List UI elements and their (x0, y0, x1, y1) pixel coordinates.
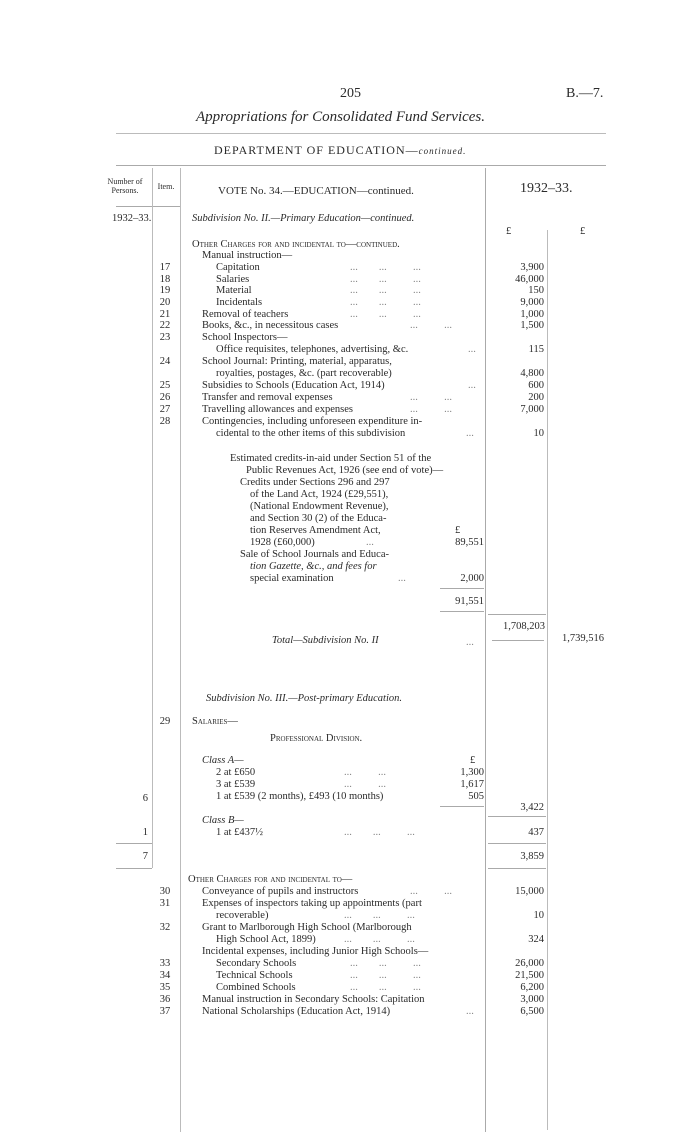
salaries-item: 29 (159, 716, 171, 727)
row-amount: 200 (528, 392, 544, 403)
credits-currency: £ (455, 525, 461, 536)
class-a-row: 1 at £539 (2 months), £493 (10 months) (216, 791, 384, 802)
row-item: 34 (159, 970, 171, 981)
row-label: Contingencies, including unforeseen expenditure in- (202, 416, 423, 427)
row-label: National Scholarships (Education Act, 1914) (202, 1006, 391, 1017)
credits-line: Public Revenues Act, 1926 (see end of vote)— (246, 465, 444, 476)
credits-line: special examination (250, 573, 334, 584)
row-item: 26 (159, 392, 171, 403)
amount-column-rule (485, 168, 486, 1132)
credits-total-amount: 91,551 (455, 596, 484, 607)
class-b-label: Class B— (202, 815, 244, 826)
row-amount: 21,500 (515, 970, 544, 981)
row-amount: 1,000 (520, 309, 544, 320)
header-top-rule (116, 165, 606, 166)
manual-instruction-label: Manual instruction— (202, 250, 293, 261)
credits-line: Sale of School Journals and Educa- (240, 549, 390, 560)
row-amount: 150 (528, 285, 544, 296)
other-charges-three-heading: Other Charges for and incidental to— (188, 874, 353, 885)
row-label: Grant to Marlborough High School (Marlborough (202, 922, 412, 933)
class-a-row-amount: 1,617 (460, 779, 484, 790)
row-amount: 324 (528, 934, 544, 945)
subdivision-three-heading: Subdivision No. III.—Post-primary Education. (206, 693, 402, 704)
row-item: 32 (159, 922, 171, 933)
salaries-sum-rule (488, 843, 546, 844)
credits-sum-rule (440, 588, 484, 589)
professional-division-heading: Professional Division. (270, 733, 363, 744)
row-label: School Inspectors— (202, 332, 288, 343)
salaries-total-amount: 3,859 (520, 851, 544, 862)
class-a-row: 3 at £539 (216, 779, 256, 790)
currency-symbol-col2: £ (580, 226, 586, 237)
row-amount: 1,500 (520, 320, 544, 331)
row-label: Secondary Schools (216, 958, 297, 969)
class-a-currency: £ (470, 755, 476, 766)
class-a-row-amount: 1,300 (460, 767, 484, 778)
row-item: 25 (159, 380, 171, 391)
credits-line: tion Reserves Amendment Act, (250, 525, 381, 536)
row-item: 21 (159, 309, 171, 320)
row-item: 30 (159, 886, 171, 897)
row-item: 23 (159, 332, 171, 343)
class-a-total-rule (488, 816, 546, 817)
class-b-persons: 1 (142, 827, 148, 838)
class-b-total: 437 (528, 827, 544, 838)
row-label: Subsidies to Schools (Education Act, 1914) (202, 380, 385, 391)
salaries-total-rule (488, 868, 546, 869)
row-amount: 6,500 (520, 1006, 544, 1017)
column-number-of-persons: Number of Persons. (107, 177, 143, 195)
page-number: 205 (340, 86, 361, 101)
row-label: Manual instruction in Secondary Schools: Capitation (202, 994, 425, 1005)
row-label: Expenses of inspectors taking up appointments (part (202, 898, 422, 909)
row-label: Office requisites, telephones, advertising, &c. (216, 344, 409, 355)
credits-line: tion Gazette, &c., and fees for (250, 561, 377, 572)
column-item: Item. (157, 182, 175, 191)
persons-total-rule (116, 868, 152, 869)
class-a-total: 3,422 (520, 802, 544, 813)
row-label: Salaries (216, 274, 250, 285)
item-column-rule-right (180, 168, 181, 1132)
row-amount: 7,000 (520, 404, 544, 415)
column-year: 1932–33. (520, 181, 573, 196)
subdivision-two-heading: Subdivision No. II.—Primary Education—continued. (192, 213, 415, 224)
salaries-heading: Salaries— (192, 716, 238, 727)
salaries-total-persons: 7 (142, 851, 148, 862)
row-amount: 10 (533, 428, 544, 439)
row-label: Incidental expenses, including Junior High Schools— (202, 946, 429, 957)
class-a-label: Class A— (202, 755, 244, 766)
class-a-row-amount: 505 (468, 791, 484, 802)
row-amount: 46,000 (515, 274, 544, 285)
row-item: 33 (159, 958, 171, 969)
class-a-row: 2 at £650 (216, 767, 256, 778)
row-label: Transfer and removal expenses (202, 392, 333, 403)
row-label: Capitation (216, 262, 260, 273)
credits-land-act-amount: 89,551 (455, 537, 484, 548)
credits-line: 1928 (£60,000) (250, 537, 315, 548)
currency-symbol-col1: £ (506, 226, 512, 237)
title-rule (116, 133, 606, 134)
row-label: Books, &c., in necessitous cases (202, 320, 339, 331)
row-item: 17 (159, 262, 171, 273)
row-item: 19 (159, 285, 171, 296)
total-column-rule (547, 230, 548, 1130)
row-amount: 15,000 (515, 886, 544, 897)
row-item: 18 (159, 274, 171, 285)
row-item: 27 (159, 404, 171, 415)
other-charges-heading: Other Charges for and incidental to—continued. (192, 239, 400, 250)
credits-line: Estimated credits-in-aid under Section 51 of the (230, 453, 432, 464)
department-name: DEPARTMENT OF EDUCATION (214, 143, 406, 157)
subdivision-two-total: 1,739,516 (562, 633, 604, 644)
row-item: 24 (159, 356, 171, 367)
class-a-persons: 6 (142, 793, 148, 804)
credits-line: and Section 30 (2) of the Educa- (250, 513, 387, 524)
credits-line: of the Land Act, 1924 (£29,551), (250, 489, 389, 500)
left-year: 1932–33. (112, 213, 152, 224)
row-label: School Journal: Printing, material, apparatus, (202, 356, 392, 367)
row-amount: 6,200 (520, 982, 544, 993)
class-a-sum-rule (440, 806, 484, 807)
row-amount: 3,000 (520, 994, 544, 1005)
row-label: Travelling allowances and expenses (202, 404, 353, 415)
persons-sum-rule (116, 843, 152, 844)
row-amount: 115 (528, 344, 544, 355)
row-label: Technical Schools (216, 970, 293, 981)
row-amount: 9,000 (520, 297, 544, 308)
row-item: 20 (159, 297, 171, 308)
credits-sale-amount: 2,000 (460, 573, 484, 584)
class-b-row: 1 at £437½ (216, 827, 263, 838)
credits-line: (National Endowment Revenue), (250, 501, 389, 512)
row-label: Combined Schools (216, 982, 296, 993)
department-continued: continued. (418, 146, 467, 156)
vote-title: VOTE No. 34.—EDUCATION—continued. (218, 185, 414, 197)
subtotal-rule-bottom (492, 640, 544, 641)
row-amount: 4,800 (520, 368, 544, 379)
row-item: 22 (159, 320, 171, 331)
department-heading: DEPARTMENT OF EDUCATION—continued. (214, 143, 467, 157)
subdivision-two-subtotal: 1,708,203 (503, 621, 545, 632)
credits-line: Credits under Sections 296 and 297 (240, 477, 390, 488)
header-bottom-rule (116, 206, 180, 207)
subdivision-two-total-label: Total—Subdivision No. II (272, 635, 379, 646)
row-item: 37 (159, 1006, 171, 1017)
row-label: High School Act, 1899) (216, 934, 316, 945)
page-title: Appropriations for Consolidated Fund Services. (196, 109, 486, 125)
row-label: cidental to the other items of this subdivision (216, 428, 406, 439)
row-amount: 10 (533, 910, 544, 921)
document-reference: B.—7. (566, 86, 604, 101)
row-amount: 3,900 (520, 262, 544, 273)
row-item: 31 (159, 898, 171, 909)
row-item: 35 (159, 982, 171, 993)
row-amount: 600 (528, 380, 544, 391)
row-item: 36 (159, 994, 171, 1005)
subtotal-rule-top (488, 614, 546, 615)
row-item: 28 (159, 416, 171, 427)
row-amount: 26,000 (515, 958, 544, 969)
row-label: Incidentals (216, 297, 263, 308)
row-label: Removal of teachers (202, 309, 289, 320)
row-label: royalties, postages, &c. (part recoverable) (216, 368, 392, 379)
row-label: recoverable) (216, 910, 269, 921)
row-label: Conveyance of pupils and instructors (202, 886, 359, 897)
row-label: Material (216, 285, 252, 296)
credits-total-rule (440, 611, 484, 612)
